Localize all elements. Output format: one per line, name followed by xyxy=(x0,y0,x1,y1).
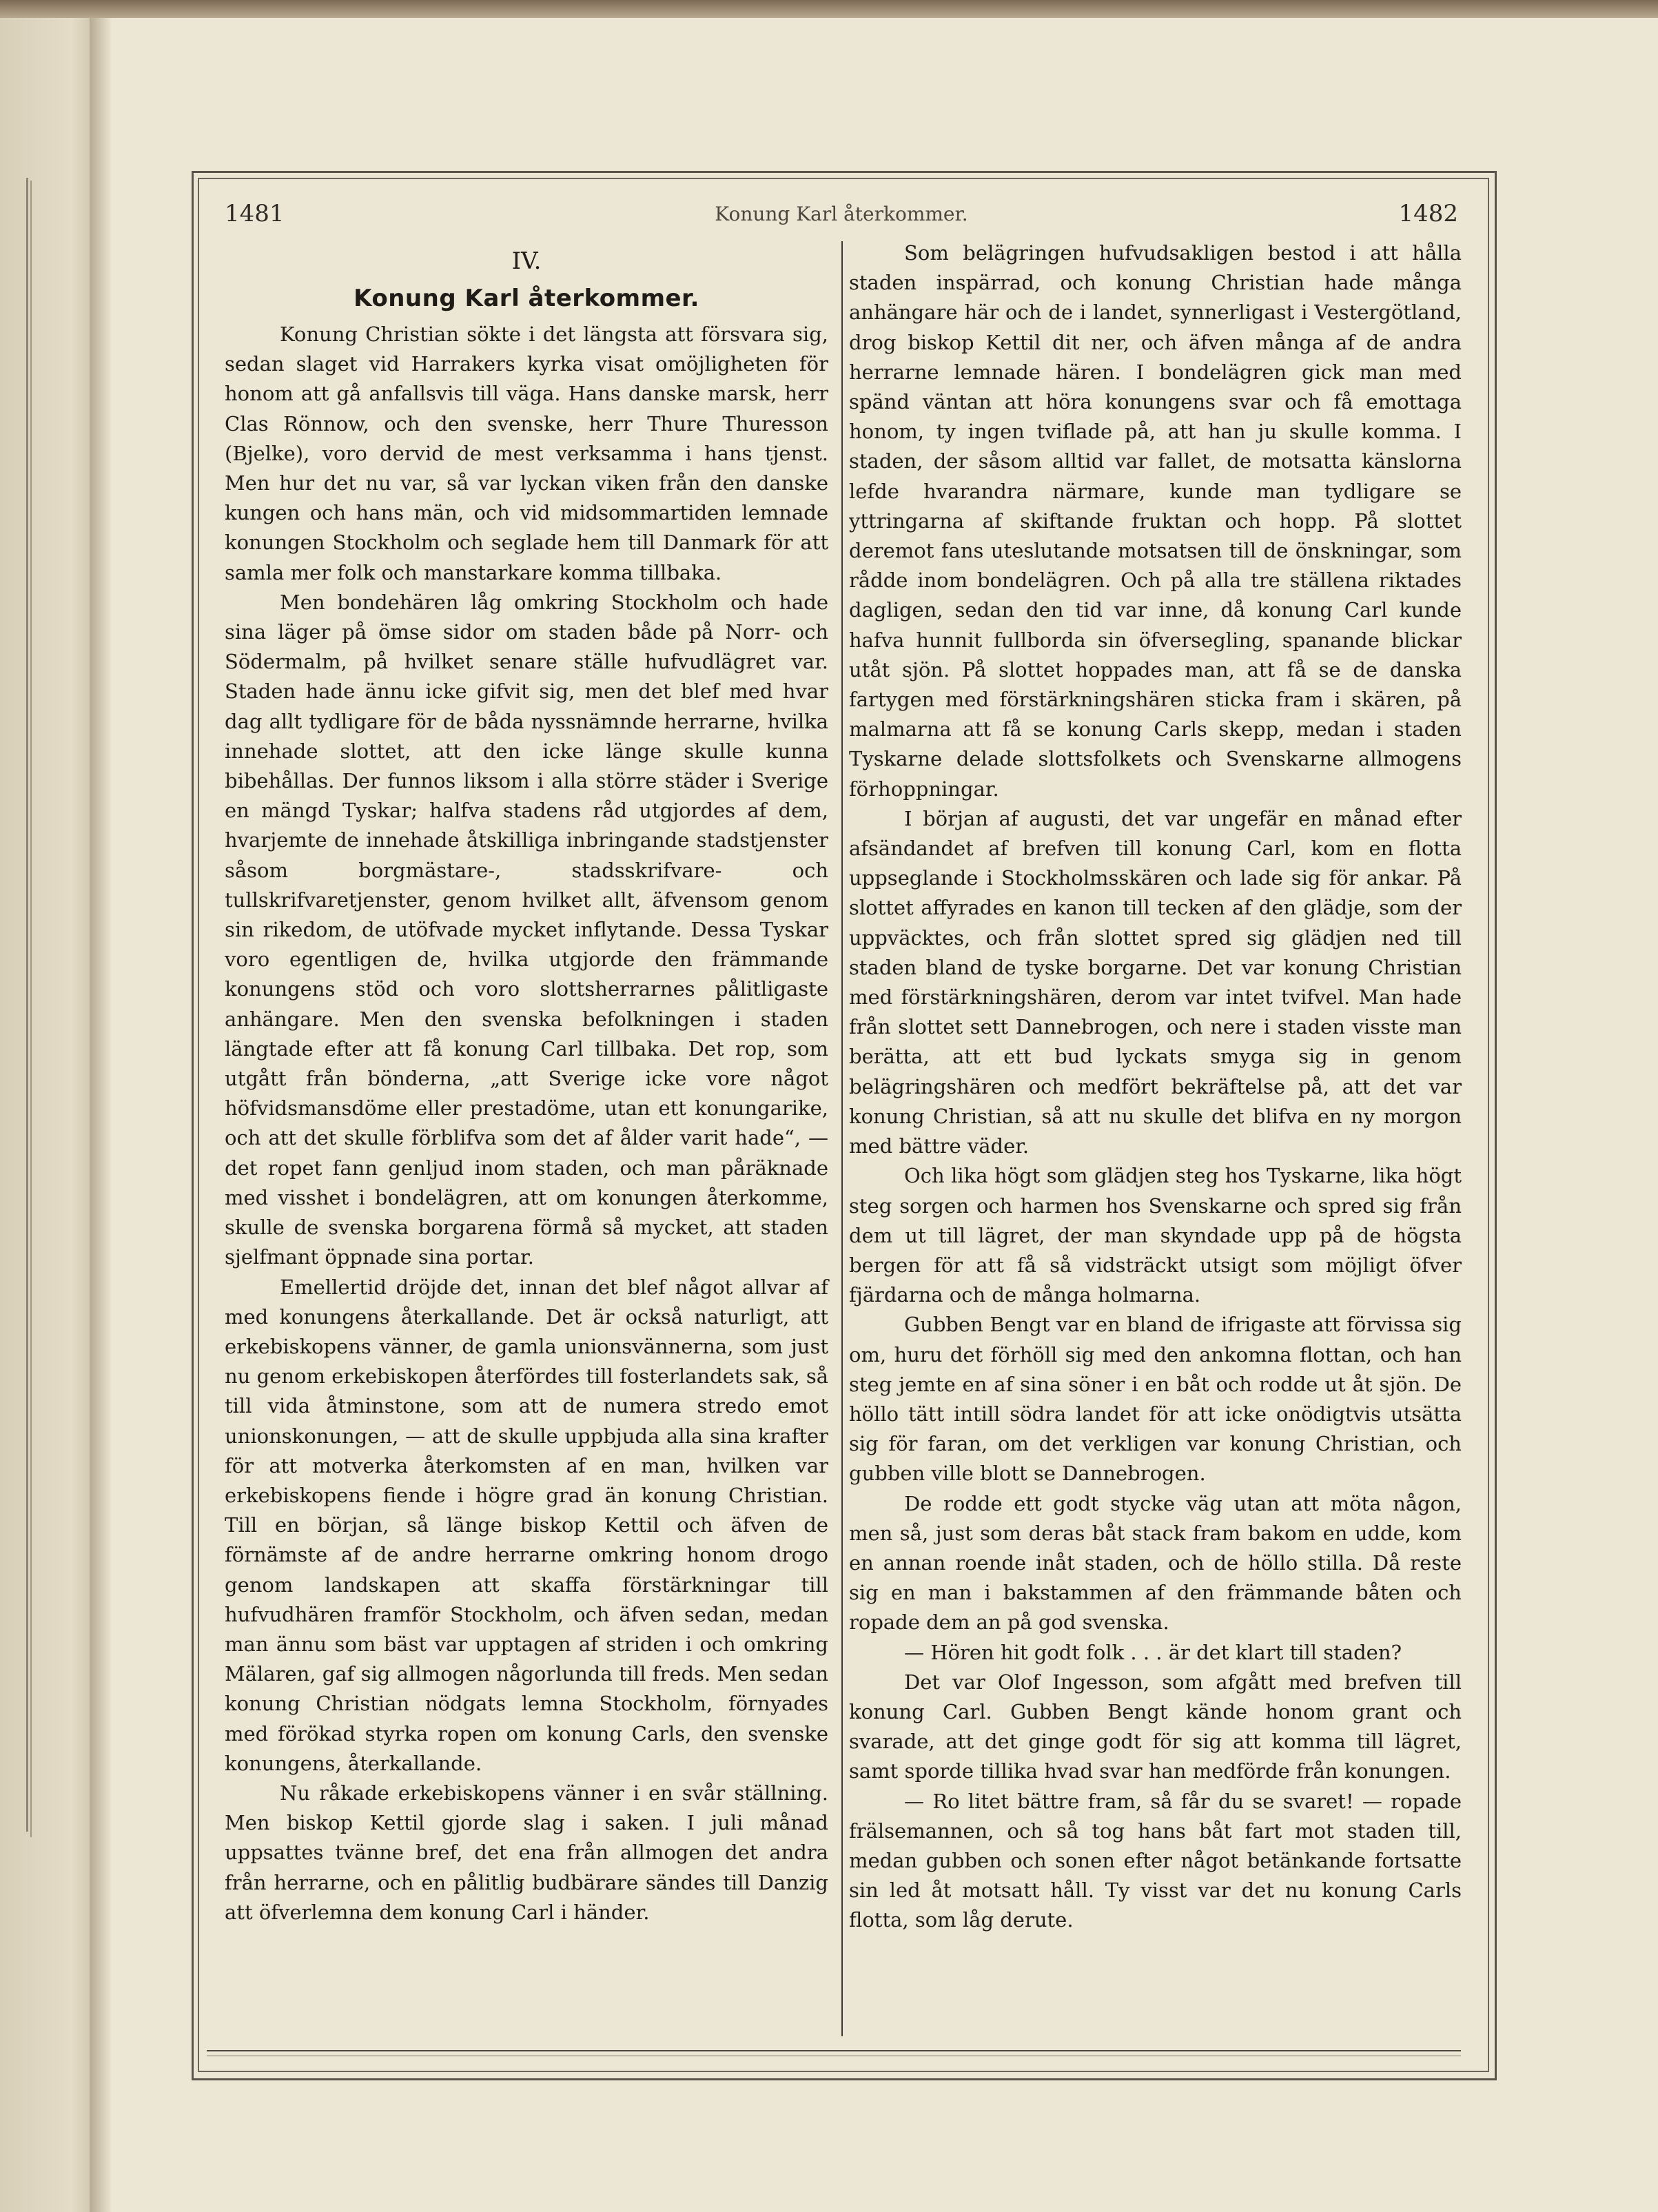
book-top-edge xyxy=(0,0,1658,18)
left-column xyxy=(225,238,828,1927)
facing-page-frame-inner xyxy=(0,181,32,1837)
page-header xyxy=(225,200,1458,234)
chapter-number: IV. xyxy=(511,247,542,275)
paragraph: Men bondehären låg omkring Stockholm och hade sina läger på ömse sidor om staden både på Norr- och Södermalm, på hvilket senare ställe hufvudlägret var. Staden hade ännu icke gifvit sig, men det blef med hvar dag allt tydligare för de båda nyssnämnde herrarne, hvilka innehade slottet, att den icke länge skulle kunna bibehållas. Der funnos liksom i alla större städer i Sverige en mängd Tyskar; halfva stadens råd utgjordes af dem, hvarjemte de innehade åtskilliga inbringande stadstjenster såsom borgmästare-, stadsskrifvare- och tullskrifvaretjenster, genom hvilket allt, äfvensom genom sin rikedom, de utöfvade mycket inflytande. Dessa Tyskar voro egentligen de, hvilka utgjorde den främmande konungens stöd och voro slottsherrarnes pålitligaste anhängare. Men den svenska befolkningen i staden längtade efter att få konung Carl tillbaka. Det rop, som utgått från bönderna, „att Sverige icke vore något höfvidsmansdöme eller prestadöme, utan ett konungarike, och att det skulle förblifva som det af ålder varit hade“, — det ropet fann genljud inom staden, och man påräknade med visshet i bondelägren, att om konungen återkomme, skulle de svenska borgarena förmå så mycket, att staden sjelfmant öppnade sina portar. xyxy=(225,590,828,1269)
paragraph: I början af augusti, det var ungefär en månad efter afsändandet af brefven till konung Carl, kom en flotta uppseglande i Stockholmsskären och lade sig för ankar. På slottet affyrades en kanon till tecken af den glädje, som der uppväcktes, och från slottet spred sig glädjen ned till staden bland de tyske borgarne. Det var konung Christian med förstärkningshären, derom var intet tvifvel. Man hade från slottet sett Dannebrogen, och nere i staden visste man berätta, att ett bud lyckats smyga sig in genom belägringshären och medfört bekräftelse på, att det var konung Christian, så att nu skulle det blifva en ny morgon med bättre väder. xyxy=(849,806,1462,1158)
page-number-left: 1481 xyxy=(225,200,285,227)
right-column xyxy=(849,238,1462,1936)
book-gutter xyxy=(90,18,113,2212)
column-divider xyxy=(841,241,843,2036)
paragraph: Och lika högt som glädjen steg hos Tyskarne, lika högt steg sorgen och harmen hos Svenskarne och spred sig från dem ut till lägret, der man skyndade upp på de högsta bergen för att få så vidsträckt utsigt som möjligt öfver fjärdarna och de många holmarna. xyxy=(849,1164,1462,1307)
page-number-right: 1482 xyxy=(1398,200,1458,227)
paragraph: Gubben Bengt var en bland de ifrigaste att förvissa sig om, huru det förhöll sig med den ankomna flottan, och han steg jemte en af sina söner i en båt och rodde ut åt sjön. De höllo tätt intill södra landet för att icke onödigtvis utsätta sig för faran, om det verkligen var konung Christian, och gubben ville blott se Dannebrogen. xyxy=(849,1313,1462,1486)
paragraph: Konung Christian sökte i det längsta att försvara sig, sedan slaget vid Harrakers kyrka visat omöjligheten för honom att gå anfallsvis till väga. Hans danske marsk, herr Clas Rönnow, och den svenske, herr Thure Thuresson (Bjelke), voro dervid de mest verksamma i hans tjenst. Men hur det nu var, så var lyckan viken från den danske kungen och hans män, och vid midsommartiden lemnade konungen Stockholm och seglade hem till Danmark för att samla mer folk och manstarkare komma tillbaka. xyxy=(225,322,828,584)
chapter-title: Konung Karl återkommer. xyxy=(354,285,699,312)
facing-page-edge xyxy=(0,18,102,2212)
paragraph: De rodde ett godt stycke väg utan att möta någon, men så, just som deras båt stack fram bakom en udde, kom en annan roende inåt staden, och de höllo stilla. Då reste sig en man i bakstammen af den främmande båten och ropade dem an på god svenska. xyxy=(849,1491,1462,1635)
paragraph: Det var Olof Ingesson, som afgått med brefven till konung Carl. Gubben Bengt kände honom grant och svarade, att det ginge godt för sig att komma till lägret, samt sporde tillika hvad svar han medförde från konungen. xyxy=(849,1670,1462,1783)
paragraph: Nu råkade erkebiskopens vänner i en svår ställning. Men biskop Kettil gjorde slag i saken. I juli månad uppsattes tvänne bref, det ena från allmogen det andra från herrarne, och en pålitlig budbärare sändes till Danzig att öfverlemna dem konung Carl i händer. xyxy=(225,1781,828,1924)
paragraph: Som belägringen hufvudsakligen bestod i att hålla staden inspärrad, och konung Christian hade många anhängare här och de i landet, synnerligast i Vestergötland, drog biskop Kettil dit ner, och äfven många af de andra herrarne lemnade hären. I bondelägren gick man med spänd väntan att höra konungens svar och få emottaga honom, ty ingen tviflade på, att han ju skulle komma. I staden, der såsom alltid var fallet, de motsatta känslorna lefde hvarandra närmare, kunde man tydligare se yttringarna af skiftande fruktan och hopp. På slottet deremot fans uteslutande motsatsen till de önskningar, som rådde inom bondelägren. Och på alla tre ställena riktades dagligen, sedan den tid var inne, då konung Carl kunde hafva hunnit fullborda sin öfversegling, spanande blickar utåt sjön. På slottet hoppades man, att få se de danska fartygen med förstärkningshären sticka fram i skären, på malmarna att få se konung Carls skepp, medan i staden Tyskarne delade slottsfolkets och Svenskarne allmogens förhoppningar. xyxy=(849,241,1462,801)
running-title: Konung Karl återkommer. xyxy=(715,203,968,225)
paragraph: Emellertid dröjde det, innan det blef något allvar af med konungens återkallande. Det är också naturligt, att erkebiskopens vänner, de gamla unionsvännerna, som just nu genom erkebiskopen återfördes till fosterlandets sak, så till vida åtminstone, som att de numera stredo emot unionskonungen, — att de skulle uppbjuda alla sina krafter för att motverka återkomsten af en man, hvilken var erkebiskopens fiende i högre grad än konung Christian. Till en början, så länge biskop Kettil och äfven de förnämste af de andre herrarne omkring honom drogo genom landskapen att skaffa förstärkningar till hufvudhären framför Stockholm, och äfven sedan, medan man ännu som bäst var upptagen af striden i och omkring Mälaren, gaf sig allmogen någorlunda till freds. Men sedan konung Christian nödgats lemna Stockholm, förnyades med förökad styrka ropen om konung Carls, den svenske konungens, återkallande. xyxy=(225,1275,828,1775)
footer-rule xyxy=(207,2050,1461,2051)
dialogue-line: — Hören hit godt folk . . . är det klart till staden? xyxy=(904,1640,1402,1664)
dialogue-line: — Ro litet bättre fram, så får du se svaret! — ropade frälsemannen, och så tog hans båt fart mot staden till, medan gubben och sonen efter något betänkande fortsatte sin led åt motsatt håll. Ty visst var det nu konung Carls flotta, som låg derute. xyxy=(849,1789,1462,1932)
